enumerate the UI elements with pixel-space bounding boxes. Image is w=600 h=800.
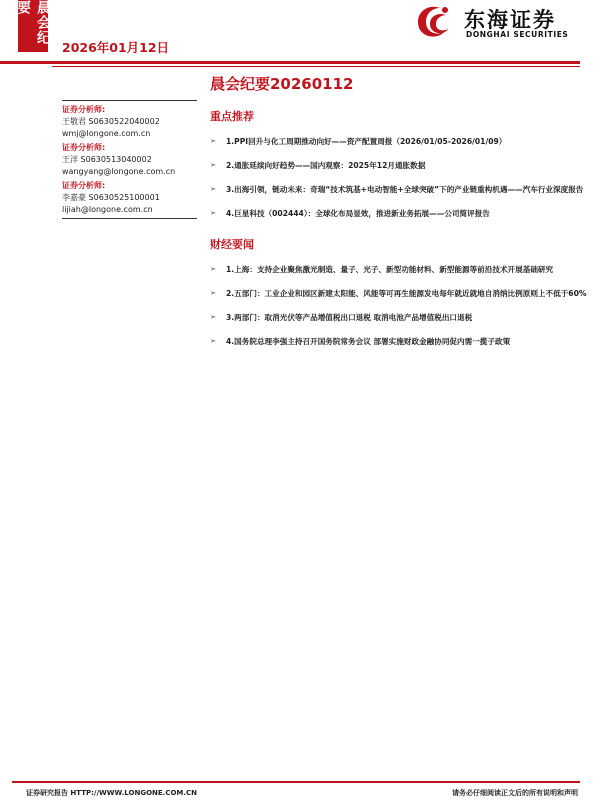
analyst-email[interactable]: lijiah@longone.com.cn (62, 205, 153, 214)
item-text: 4.巨星科技（002444）：全球化布局显效，推进新业务拓展——公司简评报告 (226, 209, 490, 218)
footer-divider (12, 781, 580, 783)
item-text: 1.PPI回升与化工周期推动向好——资产配置周报（2026/01/05-2026/01/09） (226, 137, 507, 146)
list-item[interactable] (210, 183, 590, 196)
report-date: 2026年01月12日 (62, 40, 170, 55)
item-text: 2.通胀延续向好趋势——国内观察：2025年12月通胀数据 (226, 161, 426, 170)
item-text: 2.五部门：工业企业和园区新建太阳能、风能等可再生能源发电每年就近就地自消纳比例原则上不低于60% (226, 289, 587, 298)
section-heading-recommend: 重点推荐 (210, 110, 254, 123)
analyst-name-id: 王洋 S0630513040002 (62, 155, 152, 164)
list-item[interactable] (210, 311, 590, 324)
analyst-sidebar (62, 100, 192, 219)
list-item[interactable] (210, 159, 590, 172)
analyst-name-id: 李嘉豪 S0630525100001 (62, 193, 160, 202)
arrow-bullet-icon: ➢ (210, 313, 216, 321)
company-logo (412, 2, 582, 44)
footer-left[interactable]: 证券研究报告 HTTP://WWW.LONGONE.COM.CN (26, 789, 198, 797)
news-list (210, 263, 590, 359)
analyst-top-rule (62, 100, 197, 101)
logo-english-name: DONGHAI SECURITIES (466, 30, 569, 39)
analyst-email[interactable]: wangyang@longone.com.cn (62, 167, 176, 176)
arrow-bullet-icon: ➢ (210, 289, 216, 297)
arrow-bullet-icon: ➢ (210, 209, 216, 217)
item-text: 3.两部门：取消光伏等产品增值税出口退税 取消电池产品增值税出口退税 (226, 313, 473, 322)
list-item[interactable] (210, 135, 590, 148)
analyst-bottom-rule (62, 218, 197, 219)
analyst-label: 证券分析师: (62, 181, 106, 190)
arrow-bullet-icon: ➢ (210, 337, 216, 345)
logo-chinese-name: 东海证券 (464, 8, 556, 32)
list-item[interactable] (210, 263, 590, 276)
arrow-bullet-icon: ➢ (210, 137, 216, 145)
recommend-list (210, 135, 590, 231)
item-text: 4.国务院总理李强主持召开国务院常务会议 部署实施财政金融协同促内需一揽子政策 (226, 337, 511, 346)
list-item[interactable] (210, 335, 590, 348)
donghai-logo-icon (412, 2, 456, 42)
analyst-label: 证券分析师: (62, 105, 106, 114)
item-text: 3.出海引领，链动未来：奇瑞“技术筑基+电动智能+全球突破”下的产业链重构机遇——汽车行业深度报告 (226, 185, 584, 194)
analyst-email[interactable]: wmj@longone.com.cn (62, 129, 151, 138)
list-item[interactable] (210, 207, 590, 220)
footer-right: 请务必仔细阅读正文后的所有说明和声明 (452, 789, 578, 797)
section-heading-news: 财经要闻 (210, 238, 254, 251)
analyst-name-id: 王敬君 S0630522040002 (62, 117, 160, 126)
report-title: 晨会纪要20260112 (210, 75, 354, 93)
arrow-bullet-icon: ➢ (210, 161, 216, 169)
list-item[interactable] (210, 287, 590, 300)
header-divider-thin (52, 66, 580, 67)
analyst-2 (62, 141, 192, 178)
item-text: 1.上海：支持企业聚焦激光制造、量子、光子、新型功能材料、新型能源等前沿技术开展基础研究 (226, 265, 554, 274)
arrow-bullet-icon: ➢ (210, 185, 216, 193)
arrow-bullet-icon: ➢ (210, 265, 216, 273)
header-divider-thick (0, 61, 580, 64)
analyst-label: 证券分析师: (62, 143, 106, 152)
analyst-1 (62, 103, 192, 140)
side-tab: 晨会纪要 (18, 0, 48, 52)
analyst-3 (62, 179, 192, 216)
